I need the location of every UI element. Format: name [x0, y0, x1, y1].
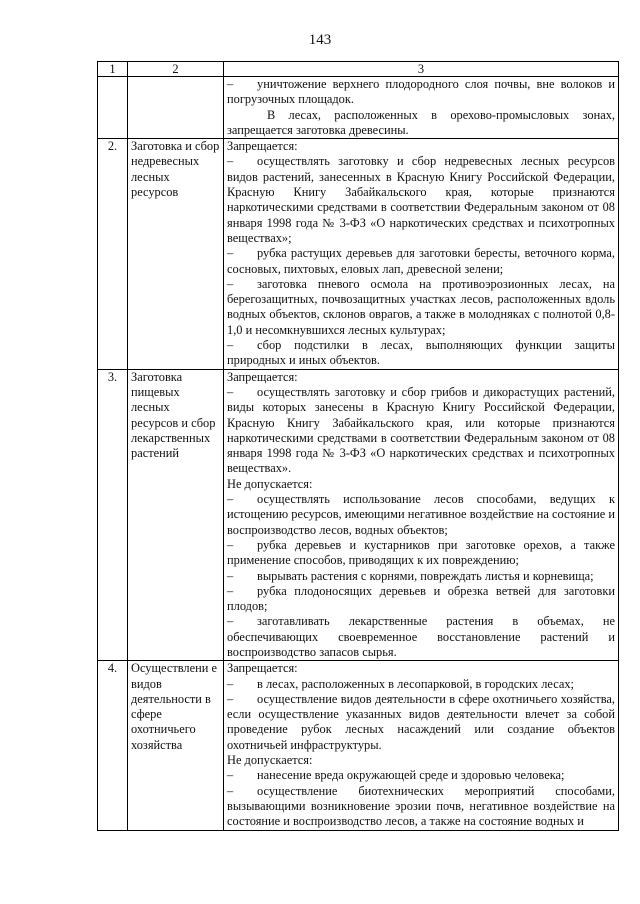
restrictions-cell: [224, 661, 619, 830]
restriction-paragraph: В лесах, расположенных в орехово-промысловых зонах, запрещается заготовка древесины.: [227, 107, 615, 137]
table-row: [98, 139, 619, 369]
restriction-text: рубка деревьев и кустарников при заготовке орехов, а также применение способов, приводящих к их повреждению;: [227, 537, 615, 568]
table-row: [98, 77, 619, 139]
dash-bullet: –: [227, 154, 234, 169]
restrictions-cell: [224, 139, 619, 369]
restriction-item: [227, 614, 615, 660]
dash-bullet: –: [227, 676, 234, 691]
restriction-item: [227, 492, 615, 538]
restriction-item: [227, 692, 615, 753]
dash-bullet: –: [227, 691, 234, 706]
section-heading: Не допускается:: [227, 753, 313, 768]
restriction-text: уничтожение верхнего плодородного слоя почвы, вне волоков и погрузочных площадок.: [227, 77, 615, 107]
restriction-item: [227, 569, 615, 584]
dash-bullet: –: [227, 537, 234, 552]
restriction-item: [227, 385, 615, 477]
dash-bullet: –: [227, 614, 234, 629]
regulations-table: [97, 61, 619, 831]
dash-bullet: –: [227, 77, 234, 91]
restriction-item: [227, 677, 615, 692]
header-col-3: 3: [224, 62, 619, 77]
dash-bullet: –: [227, 583, 234, 598]
section-heading: Запрещается:: [227, 661, 298, 676]
activity-name: Осуществлени е видов деятельности в сфере охотничьего хозяйства: [128, 661, 224, 830]
activity-name: Заготовка пищевых лесных ресурсов и сбор лекарственных растений: [128, 369, 224, 661]
row-number: [98, 77, 128, 139]
dash-bullet: –: [227, 384, 234, 399]
page-number: 143: [308, 32, 332, 48]
restriction-text: нанесение вреда окружающей среде и здоровью человека;: [257, 768, 565, 783]
restriction-text: осуществлять использование лесов способами, ведущих к истощению ресурсов, имеющими негативное воздействие на состояние и воспроизводство лесов, водных объектов;: [227, 492, 615, 537]
restriction-text: рубка растущих деревьев для заготовки бересты, веточного корма, сосновых, пихтовых, еловых лап, древесной зелени;: [227, 246, 615, 276]
restriction-text: осуществление видов деятельности в сфере охотничьего хозяйства, если осуществление указанных видов деятельности влечет за собой проведение рубок лесных насаждений или создание объектов охотничьей инфраструктуры.: [227, 691, 615, 752]
restriction-text: осуществлять заготовку и сбор грибов и дикорастущих растений, виды которых занесены в Красную Книгу Российской Федерации, Красную Книгу Забайкальского края, или которые признаются наркотическими средствами в соответствии Федеральным законом от 08 января 1998 года № 3-ФЗ «О наркотических средствах и психотропных веществах».: [227, 384, 615, 476]
restriction-text: сбор подстилки в лесах, выполняющих функции защиты природных и иных объектов.: [227, 338, 615, 368]
dash-bullet: –: [227, 768, 234, 783]
restriction-item: [227, 277, 615, 338]
restrictions-cell: [224, 77, 619, 139]
restriction-text: в лесах, расположенных в лесопарковой, в городских лесах;: [257, 676, 574, 691]
restriction-text: заготавливать лекарственные растения в объемах, не обеспечивающих своевременное восстановление растений и воспроизводство запасов сырья.: [227, 614, 615, 659]
table-header-row: [98, 62, 619, 77]
restriction-item: [227, 77, 615, 108]
table-row: [98, 661, 619, 830]
restriction-item: [227, 784, 615, 830]
restriction-item: [227, 246, 615, 277]
section-heading: Запрещается:: [227, 139, 298, 154]
restriction-text: вырывать растения с корнями, повреждать листья и корневища;: [257, 568, 594, 583]
dash-bullet: –: [227, 783, 234, 798]
table-row: [98, 369, 619, 661]
dash-bullet: –: [227, 246, 234, 261]
restriction-item: [227, 338, 615, 369]
dash-bullet: –: [227, 568, 234, 583]
restriction-item: [227, 584, 615, 615]
activity-name: Заготовка и сбор недревесных лесных ресурсов: [128, 139, 224, 369]
restriction-item: [227, 538, 615, 569]
restriction-text: осуществлять заготовку и сбор недревесных лесных ресурсов видов растений, занесенных в Красную Книгу Российской Федерации, Красную Книгу Забайкальского края, которые признаются наркотическими средствами в соответствии Федеральным законом от 08 января 1998 года № 3-ФЗ «О наркотических средствах и психотропных веществах»;: [227, 154, 615, 245]
row-number: 4.: [98, 661, 128, 830]
dash-bullet: –: [227, 492, 234, 507]
dash-bullet: –: [227, 338, 234, 353]
restriction-text: рубка плодоносящих деревьев и обрезка ветвей для заготовки плодов;: [227, 583, 615, 614]
header-col-1: 1: [98, 62, 128, 77]
activity-name: [128, 77, 224, 139]
dash-bullet: –: [227, 276, 234, 291]
restriction-item: [227, 768, 615, 783]
restriction-item: [227, 154, 615, 246]
section-heading: Не допускается:: [227, 476, 313, 491]
restriction-text: заготовка пневого осмола на противоэрозионных лесах, на берегозащитных, почвозащитных участках лесов, расположенных вдоль водных объектов, склонов оврагов, а также в молодняках с полнотой 0,8-1,0 и несомкнувшихся лесных культурах;: [227, 276, 615, 337]
restriction-text: осуществление биотехнических мероприятий способами, вызывающими возникновение эрозии почв, негативное воздействие на состояние и воспроизводство лесов, а также на состояние водных и: [227, 783, 615, 829]
row-number: 2.: [98, 139, 128, 369]
header-col-2: 2: [128, 62, 224, 77]
restrictions-cell: [224, 369, 619, 661]
section-heading: Запрещается:: [227, 369, 298, 384]
row-number: 3.: [98, 369, 128, 661]
